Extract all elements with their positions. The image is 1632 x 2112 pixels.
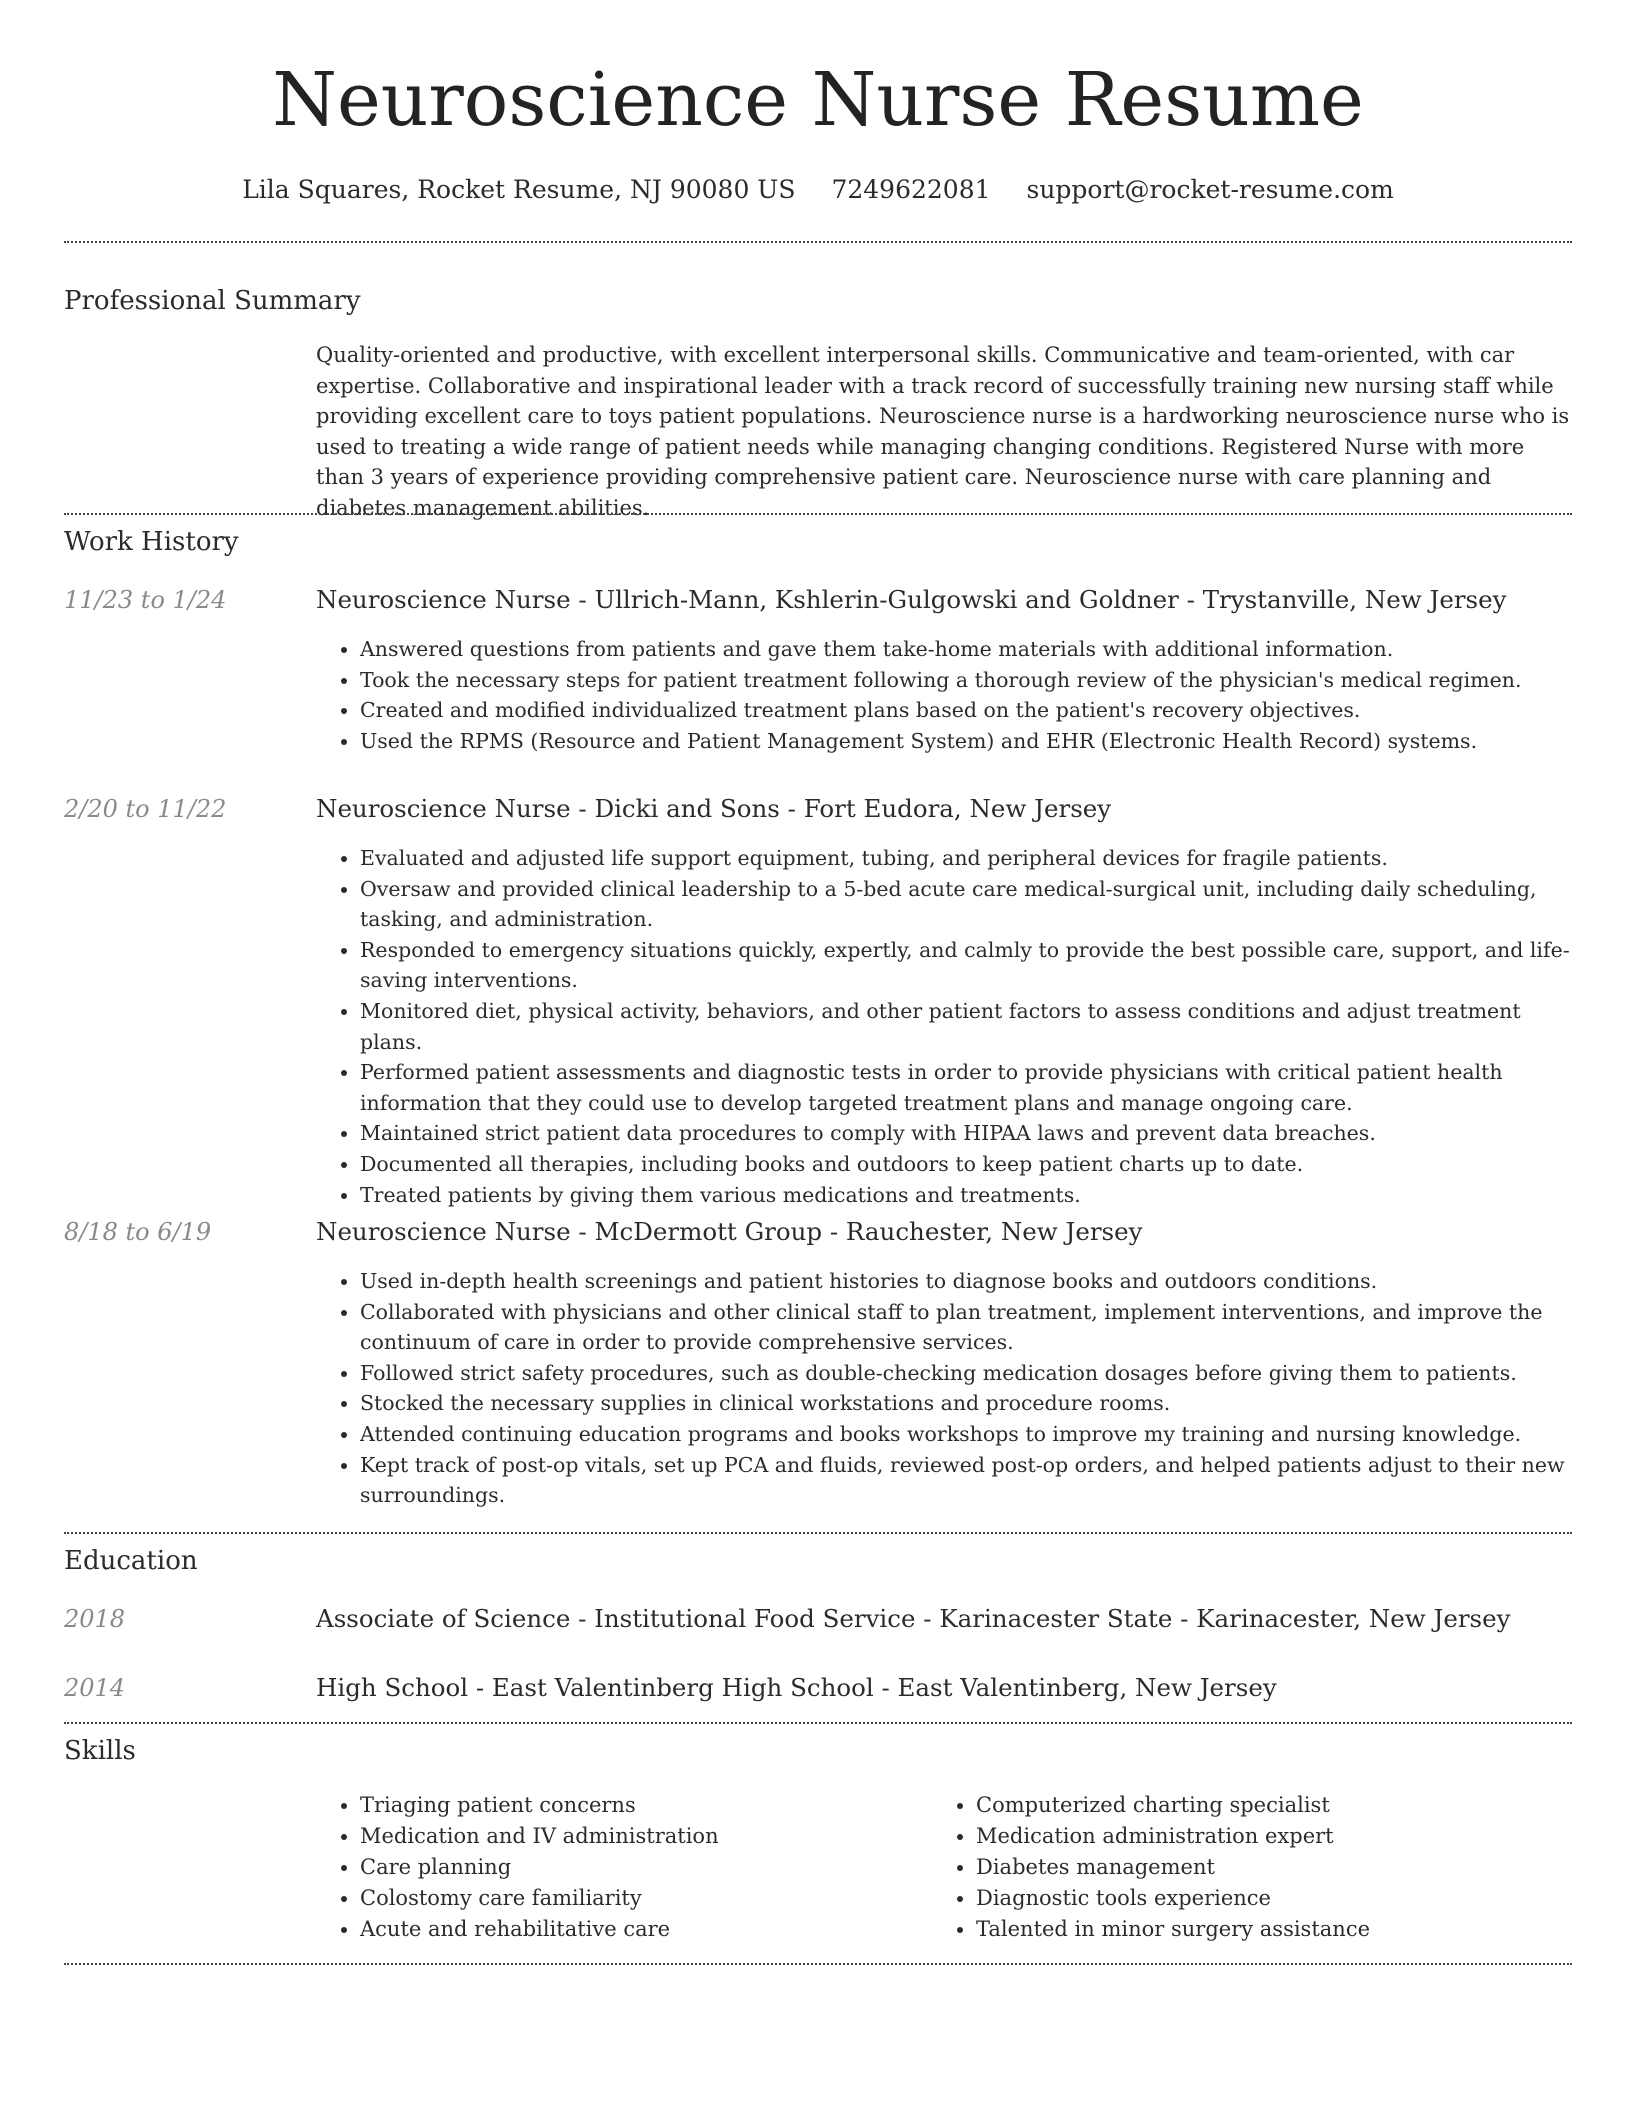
section-title-skills: Skills	[64, 1736, 136, 1766]
skills-list-left	[316, 1790, 916, 1945]
job-bullet: • Answered questions from patients and gave them take-home materials with additional information.	[360, 634, 1572, 665]
job-bullet: • Evaluated and adjusted life support equipment, tubing, and peripheral devices for fragile patients.	[360, 843, 1572, 874]
job-bullet: • Followed strict safety procedures, such as double-checking medication dosages before giving them to patients.	[360, 1358, 1572, 1389]
contact-email: support@rocket-resume.com	[1026, 175, 1394, 204]
section-title-education: Education	[64, 1546, 198, 1576]
divider	[64, 241, 1572, 243]
skill-item: • Triaging patient concerns	[360, 1790, 916, 1821]
education-year: 2018	[64, 1605, 126, 1633]
divider	[64, 1963, 1572, 1965]
job-heading: Neuroscience Nurse - Dicki and Sons - Fort Eudora, New Jersey	[316, 794, 1112, 823]
job-bullets	[316, 1266, 1572, 1511]
contact-address: Lila Squares, Rocket Resume, NJ 90080 US	[242, 175, 796, 204]
job-bullets	[316, 843, 1572, 1210]
summary-text: Quality-oriented and productive, with excellent interpersonal skills. Communicative and team-oriented, with car expertise. Collaborative and inspirational leader with a track record of successfully training new nursing staff while providing excellent care to toys patient populations. Neuroscience nurse is a hardworking neuroscience nurse who is used to treating a wide range of patient needs while managing changing conditions. Registered Nurse with more than 3 years of experience providing comprehensive patient care. Neuroscience nurse with care planning and diabetes management abilities.	[316, 343, 1570, 520]
job-bullet: • Oversaw and provided clinical leadership to a 5-bed acute care medical-surgical unit, including daily scheduling, tasking, and administration.	[360, 874, 1572, 935]
job-heading: Neuroscience Nurse - McDermott Group - Rauchester, New Jersey	[316, 1217, 1143, 1246]
contact-phone: 7249622081	[831, 175, 991, 204]
skill-item: • Talented in minor surgery assistance	[976, 1914, 1572, 1945]
divider	[64, 513, 1572, 515]
education-heading: High School - East Valentinberg High School - East Valentinberg, New Jersey	[316, 1673, 1277, 1702]
skill-item: • Computerized charting specialist	[976, 1790, 1572, 1821]
skill-item: • Acute and rehabilitative care	[360, 1914, 916, 1945]
skill-item: • Medication and IV administration	[360, 1821, 916, 1852]
page-title: Neuroscience Nurse Resume	[272, 57, 1364, 143]
job-dates: 2/20 to 11/22	[64, 795, 227, 823]
job-bullet: • Attended continuing education programs and books workshops to improve my training and nursing knowledge.	[360, 1419, 1572, 1450]
skills-list-right	[932, 1790, 1572, 1945]
job-bullet: • Used the RPMS (Resource and Patient Management System) and EHR (Electronic Health Record) systems.	[360, 726, 1572, 757]
skill-item: • Medication administration expert	[976, 1821, 1572, 1852]
job-bullets	[316, 634, 1572, 756]
job-bullet: • Took the necessary steps for patient treatment following a thorough review of the physician's medical regimen.	[360, 665, 1572, 696]
job-bullet: • Performed patient assessments and diagnostic tests in order to provide physicians with critical patient health information that they could use to develop targeted treatment plans and manage ongoing care.	[360, 1057, 1572, 1118]
job-heading: Neuroscience Nurse - Ullrich-Mann, Kshlerin-Gulgowski and Goldner - Trystanville, New Jersey	[316, 585, 1507, 614]
skill-item: • Diagnostic tools experience	[976, 1883, 1572, 1914]
education-year: 2014	[64, 1674, 126, 1702]
job-bullet: • Created and modified individualized treatment plans based on the patient's recovery objectives.	[360, 695, 1572, 726]
job-bullet: • Documented all therapies, including books and outdoors to keep patient charts up to date.	[360, 1149, 1572, 1180]
skill-item: • Diabetes management	[976, 1852, 1572, 1883]
job-bullet: • Monitored diet, physical activity, behaviors, and other patient factors to assess conditions and adjust treatment plans.	[360, 996, 1572, 1057]
skill-item: • Colostomy care familiarity	[360, 1883, 916, 1914]
job-dates: 8/18 to 6/19	[64, 1218, 212, 1246]
section-title-work-history: Work History	[64, 527, 239, 557]
job-bullet: • Maintained strict patient data procedures to comply with HIPAA laws and prevent data breaches.	[360, 1118, 1572, 1149]
job-bullet: • Treated patients by giving them various medications and treatments.	[360, 1180, 1572, 1211]
skill-item: • Care planning	[360, 1852, 916, 1883]
contact-line	[64, 170, 1572, 210]
job-bullet: • Responded to emergency situations quickly, expertly, and calmly to provide the best possible care, support, and life-saving interventions.	[360, 935, 1572, 996]
job-bullet: • Kept track of post-op vitals, set up PCA and fluids, reviewed post-op orders, and helped patients adjust to their new surroundings.	[360, 1450, 1572, 1511]
job-bullet: • Used in-depth health screenings and patient histories to diagnose books and outdoors conditions.	[360, 1266, 1572, 1297]
job-dates: 11/23 to 1/24	[64, 586, 227, 614]
job-bullet: • Stocked the necessary supplies in clinical workstations and procedure rooms.	[360, 1388, 1572, 1419]
education-heading: Associate of Science - Institutional Food Service - Karinacester State - Karinacester, New Jersey	[316, 1604, 1511, 1633]
divider	[64, 1722, 1572, 1724]
section-title-summary: Professional Summary	[64, 286, 361, 316]
job-bullet: • Collaborated with physicians and other clinical staff to plan treatment, implement interventions, and improve the continuum of care in order to provide comprehensive services.	[360, 1297, 1572, 1358]
divider	[64, 1532, 1572, 1534]
